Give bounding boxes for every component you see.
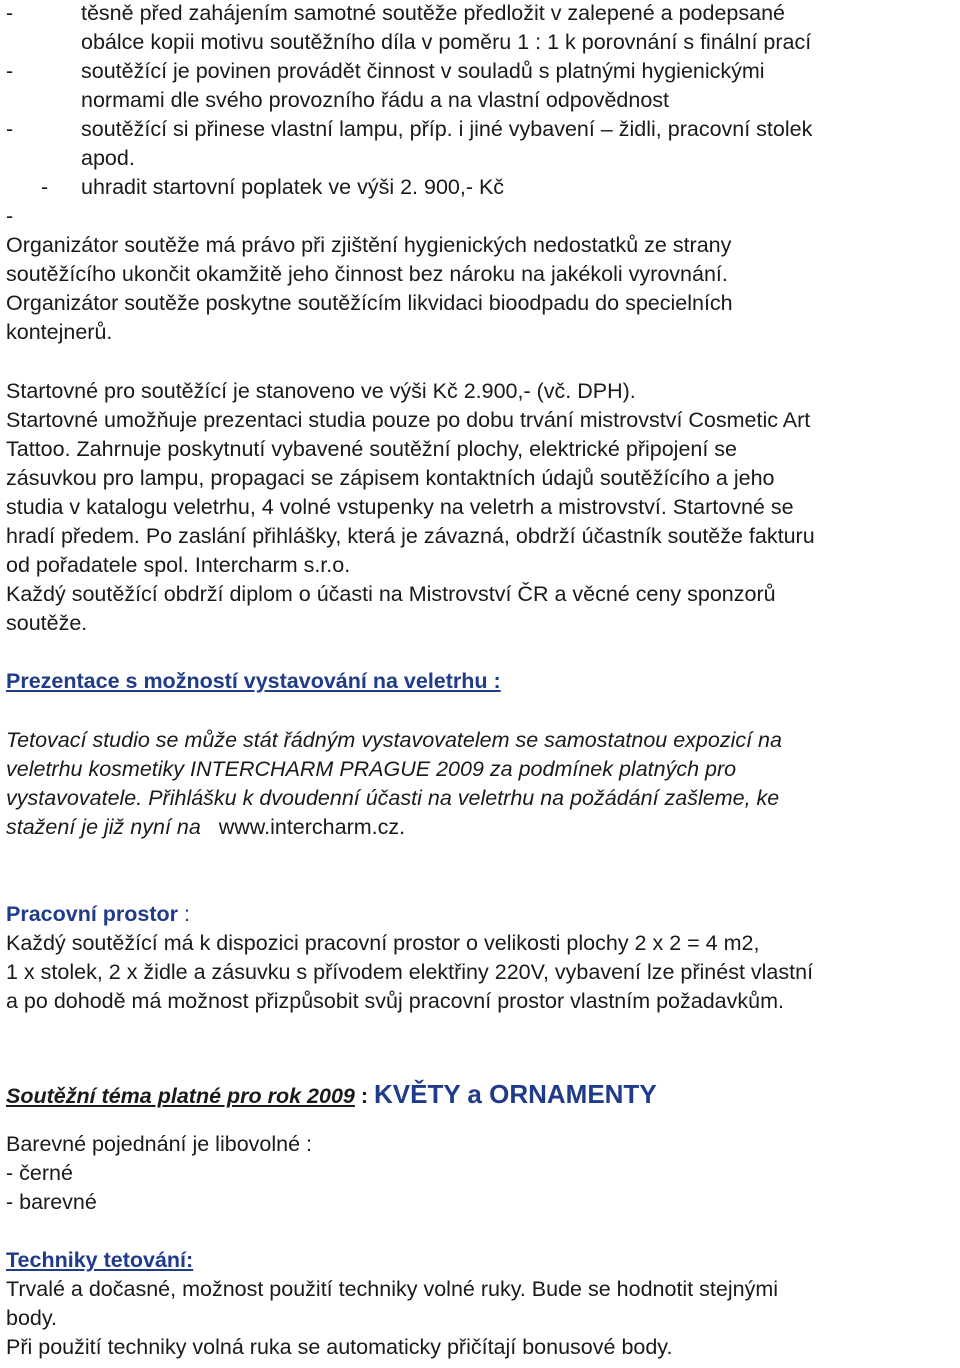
paragraph-line: Startovné umožňuje prezentaci studia pouze po dobu trvání mistrovství Cosmetic Art (6, 408, 811, 432)
requirements-list (6, 0, 956, 231)
heading-colon: : (354, 1084, 374, 1108)
list-item-text: těsně před zahájením samotné soutěže předložit v zalepené a podepsané (81, 1, 785, 25)
list-dash: - (6, 59, 14, 83)
list-dash: - (41, 175, 49, 199)
list-item (6, 0, 956, 28)
techniques-heading: Techniky tetování: (6, 1248, 194, 1272)
paragraph-line: Organizátor soutěže má právo při zjištění hygienických nedostatků ze strany (6, 233, 732, 257)
list-item (6, 57, 956, 86)
list-item-text: normami dle svého provozního řádu a na vlastní odpovědnost (81, 88, 670, 112)
presentation-paragraph (6, 726, 956, 842)
color-section (6, 1130, 956, 1217)
paragraph-line: studia v katalogu veletrhu, 4 volné vstupenky na veletrh a mistrovství. Startovné se (6, 495, 794, 519)
list-item (6, 173, 956, 202)
list-item-text: soutěžící si přinese vlastní lampu, příp. i jiné vybavení – židli, pracovní stolek (81, 117, 813, 141)
document-page (6, 0, 956, 1362)
paragraph-text: stažení je již nyní na (6, 815, 201, 839)
heading-colon: : (178, 902, 190, 926)
paragraph-line: Každý soutěžící obdrží diplom o účasti na Mistrovství ČR a věcné ceny sponzorů (6, 582, 776, 606)
list-item-continuation (6, 28, 956, 57)
fee-text: uhradit startovní poplatek ve výši 2. 900,- Kč (81, 175, 505, 199)
paragraph-line: 1 x stolek, 2 x židle a zásuvku s přívodem elektřiny 220V, vybavení lze přinést vlastní (6, 960, 814, 984)
paragraph-line: body. (6, 1306, 57, 1330)
paragraph-line: veletrhu kosmetiky INTERCHARM PRAGUE 2009 za podmínek platných pro (6, 757, 737, 781)
paragraph-line: Trvalé a dočasné, možnost použití techniky volné ruky. Bude se hodnotit stejnými (6, 1277, 779, 1301)
paragraph-line: soutěžícího ukončit okamžitě jeho činnost bez nároku na jakékoli vyrovnání. (6, 262, 728, 286)
list-dash: - (6, 204, 14, 228)
list-dash: - (6, 1, 14, 25)
list-item-text: soutěžící je povinen provádět činnost v souladů s platnými hygienickými (81, 59, 765, 83)
paragraph-line (6, 813, 956, 842)
paragraph-line: hradí předem. Po zaslání přihlášky, která je závazná, obdrží účastník soutěže fakturu (6, 524, 815, 548)
paragraph-line: od pořadatele spol. Intercharm s.r.o. (6, 553, 351, 577)
organizer-paragraph (6, 231, 956, 347)
paragraph-line: vystavovatele. Přihlášku k dvoudenní účasti na veletrhu na požádání zašleme, ke (6, 786, 780, 810)
theme-heading (6, 1077, 956, 1111)
color-intro: Barevné pojednání je libovolné : (6, 1132, 312, 1156)
workspace-heading-text: Pracovní prostor (6, 902, 179, 926)
techniques-paragraph (6, 1275, 956, 1362)
paragraph-line: Tattoo. Zahrnuje poskytnutí vybavené soutěžní plochy, elektrické připojení se (6, 437, 738, 461)
paragraph-line: Startovné pro soutěžící je stanoveno ve výši Kč 2.900,- (vč. DPH). (6, 379, 636, 403)
presentation-heading: Prezentace s možností vystavování na veletrhu : (6, 669, 501, 693)
fee-paragraph (6, 377, 956, 638)
paragraph-line: Organizátor soutěže poskytne soutěžícím likvidaci bioodpadu do specielních (6, 291, 733, 315)
workspace-heading (6, 900, 956, 929)
paragraph-line: Při použití techniky volná ruka se automaticky přičítají bonusové body. (6, 1335, 673, 1359)
theme-heading-text: Soutěžní téma platné pro rok 2009 (6, 1084, 355, 1108)
list-item-continuation (6, 144, 956, 173)
paragraph-line: kontejnerů. (6, 320, 113, 344)
theme-value: KVĚTY a ORNAMENTY (373, 1079, 657, 1109)
list-item-continuation (6, 86, 956, 115)
paragraph-line: soutěže. (6, 611, 88, 635)
workspace-paragraph (6, 929, 956, 1016)
list-item (6, 115, 956, 144)
list-item-text: apod. (81, 146, 135, 170)
website-link[interactable]: www.intercharm.cz. (218, 815, 406, 839)
list-item-text: obálce kopii motivu soutěžního díla v poměru 1 : 1 k porovnání s finální prací (81, 30, 812, 54)
color-option: - černé (6, 1161, 73, 1185)
paragraph-line: Tetovací studio se může stát řádným vystavovatelem se samostatnou expozicí na (6, 728, 782, 752)
paragraph-line: a po dohodě má možnost přizpůsobit svůj pracovní prostor vlastním požadavkům. (6, 989, 784, 1013)
list-dash: - (6, 117, 14, 141)
paragraph-line: Každý soutěžící má k dispozici pracovní prostor o velikosti plochy 2 x 2 = 4 m2, (6, 931, 760, 955)
paragraph-line: zásuvkou pro lampu, propagaci se zápisem kontaktních údajů soutěžícího a jeho (6, 466, 775, 490)
color-option: - barevné (6, 1190, 97, 1214)
empty-list-item (6, 202, 956, 231)
